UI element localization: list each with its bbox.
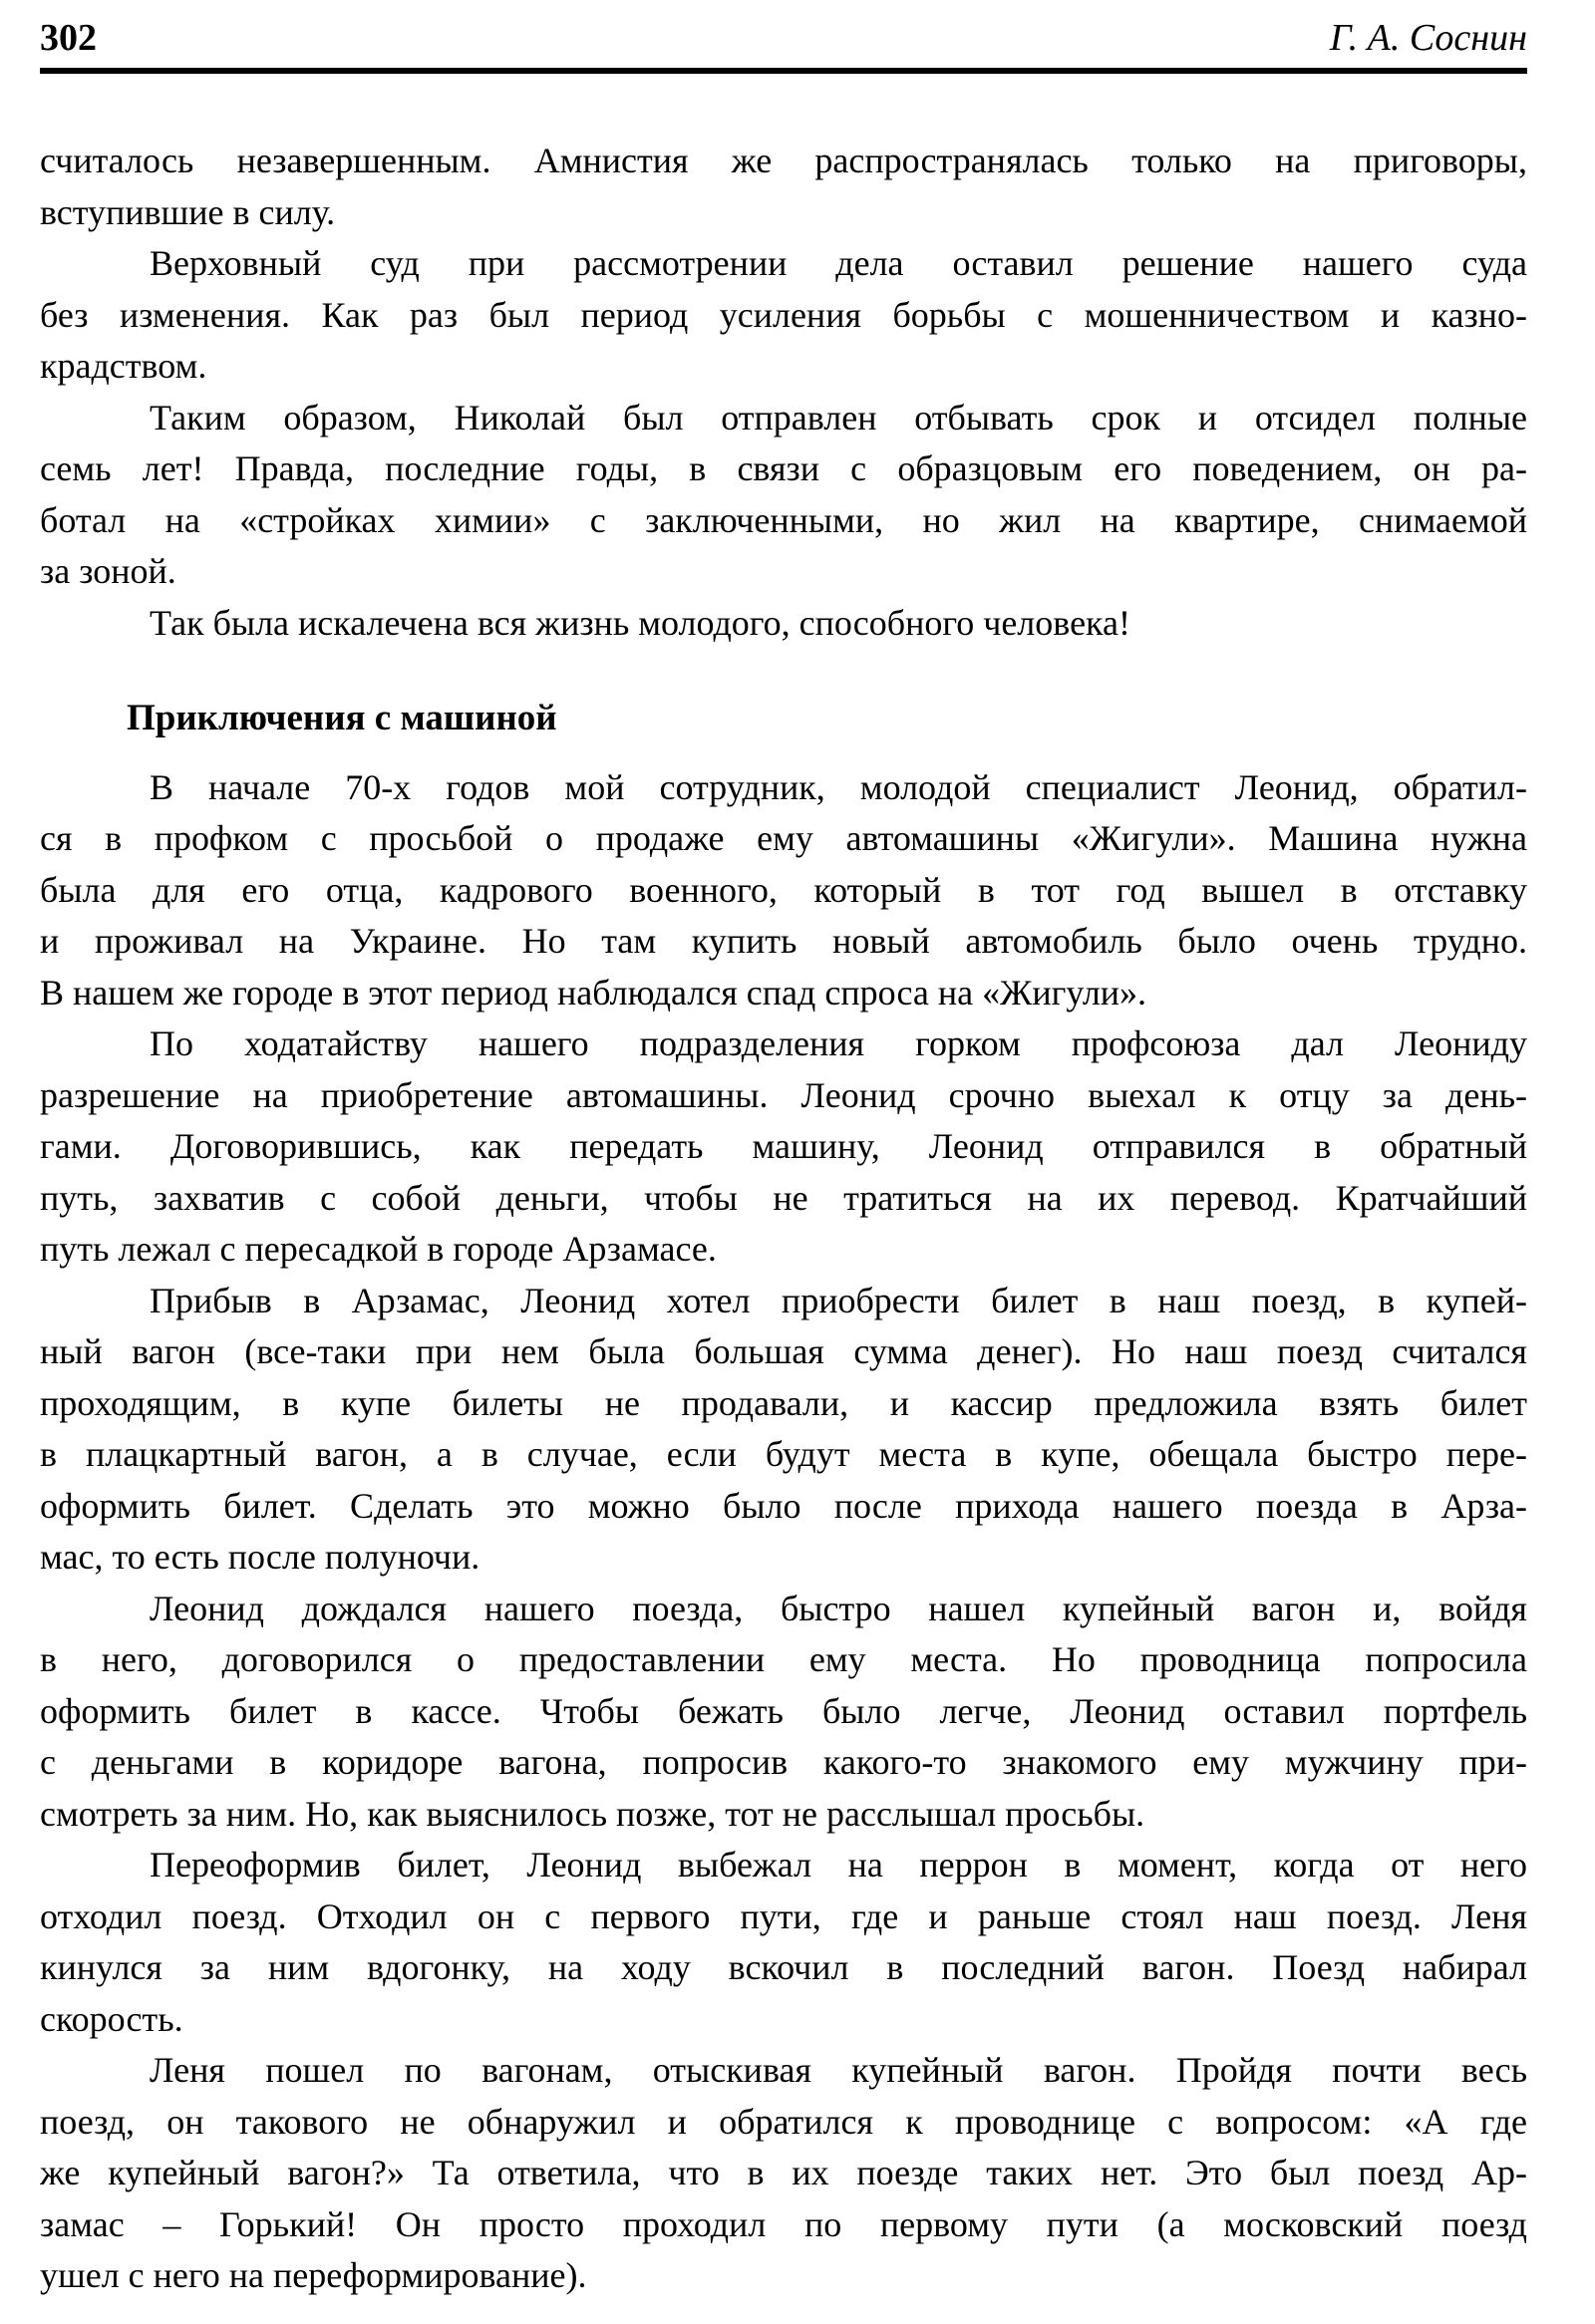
text-line: в него, договорился о предоставлении ему места. Но проводница попросила [40,1639,1527,1679]
text-line: Прибыв в Арзамас, Леонид хотел приобрести билет в наш поезд, в купей- [150,1280,1527,1320]
text-line: ботал на «стройках химии» с заключенными, но жил на квартире, снимаемой [40,499,1527,540]
text-line: считалось незавершенным. Амнистия же распространялась только на приговоры, [40,141,1527,180]
text-line: Так была искалечена вся жизнь молодого, способного человека! [150,602,1130,643]
text-line: скорость. [40,1998,183,2039]
text-line: отходил поезд. Отходил он с первого пути, где и раньше стоял наш поезд. Леня [40,1895,1527,1936]
running-header-author: Г. А. Соснин [1329,17,1527,59]
paragraph [40,1018,1527,1276]
text-line: путь лежал с пересадкой в городе Арзамасе. [40,1229,717,1269]
text-line: Леонид дождался нашего поезда, быстро нашел купейный вагон и, войдя [150,1588,1527,1628]
text-line: поезд, он такового не обнаружил и обратился к проводнице с вопросом: «А где [40,2101,1527,2142]
text-line: путь, захватив с собой деньги, чтобы не тратиться на их перевод. Кратчайший [40,1177,1527,1218]
paragraph [40,1276,1527,1584]
paragraph [40,2045,1527,2302]
text-line: же купейный вагон?» Та ответила, что в их поезде таких нет. Это был поезд Ар- [40,2153,1527,2192]
text-line: ный вагон (все-таки при нем была большая сумма денег). Но наш поезд считался [40,1331,1527,1371]
text-line: была для его отца, кадрового военного, который в тот год вышел в отставку [40,869,1527,910]
text-line: гами. Договорившись, как передать машину, Леонид отправился в обратный [40,1126,1527,1166]
paragraph [40,1584,1527,1841]
text-line: за зоной. [40,551,176,591]
text-line: Таким образом, Николай был отправлен отбывать срок и отсидел полные [150,397,1527,437]
paragraph [40,393,1527,598]
section-heading: Приключения с машиной [127,698,557,738]
text-line: с деньгами в коридоре вагона, попросив какого-то знакомого ему мужчину при- [40,1742,1527,1782]
text-line: мас, то есть после полуночи. [40,1537,480,1577]
text-line: вступившие в силу. [40,191,336,232]
text-line: ся в профком с просьбой о продаже ему автомашины «Жигули». Машина нужна [40,818,1527,858]
text-line: По ходатайству нашего подразделения горком профсоюза дал Леониду [150,1023,1527,1063]
header-rule [40,68,1527,74]
text-line: проходящим, в купе билеты не продавали, и кассир предложила взять билет [40,1382,1527,1423]
text-line: и проживал на Украине. Но там купить новый автомобиль было очень трудно. [40,921,1527,961]
paragraph [40,238,1527,393]
page-number: 302 [40,17,97,59]
text-line: Переоформив билет, Леонид выбежал на перрон в момент, когда от него [150,1845,1527,1885]
text-line: Леня пошел по вагонам, отыскивая купейный вагон. Пройдя почти весь [150,2050,1527,2090]
paragraph [40,598,1527,650]
text-line: крадством. [40,346,207,386]
paragraph [40,762,1527,1019]
text-line: смотреть за ним. Но, как выяснилось позже, тот не расслышал просьбы. [40,1793,1145,1834]
text-line: ушел с него на переформирование). [40,2255,587,2295]
text-line: оформить билет в кассе. Чтобы бежать было легче, Леонид оставил портфель [40,1690,1527,1731]
paragraph [40,136,1527,238]
text-line: семь лет! Правда, последние годы, в связи с образцовым его поведением, он ра- [40,448,1527,488]
text-line: разрешение на приобретение автомашины. Леонид срочно выехал к отцу за день- [40,1074,1527,1115]
text-line: кинулся за ним вдогонку, на ходу вскочил в последний вагон. Поезд набирал [40,1947,1527,1987]
text-line: В нашем же городе в этот период наблюдался спад спроса на «Жигули». [40,972,1147,1013]
text-line: Верховный суд при рассмотрении дела оставил решение нашего суда [150,243,1527,283]
running-header [40,16,1527,60]
text-line: без изменения. Как раз был период усиления борьбы с мошенничеством и казно- [40,294,1527,335]
text-line: оформить билет. Сделать это можно было после прихода нашего поезда в Арза- [40,1485,1527,1526]
paragraph [40,1840,1527,2045]
text-line: замас – Горький! Он просто проходил по первому пути (а московский поезд [40,2203,1527,2244]
text-body [40,136,1527,2302]
text-line: В начале 70-х годов мой сотрудник, молодой специалист Леонид, обратил- [150,766,1527,807]
text-line: в плацкартный вагон, а в случае, если будут места в купе, обещала быстро пере- [40,1434,1527,1474]
